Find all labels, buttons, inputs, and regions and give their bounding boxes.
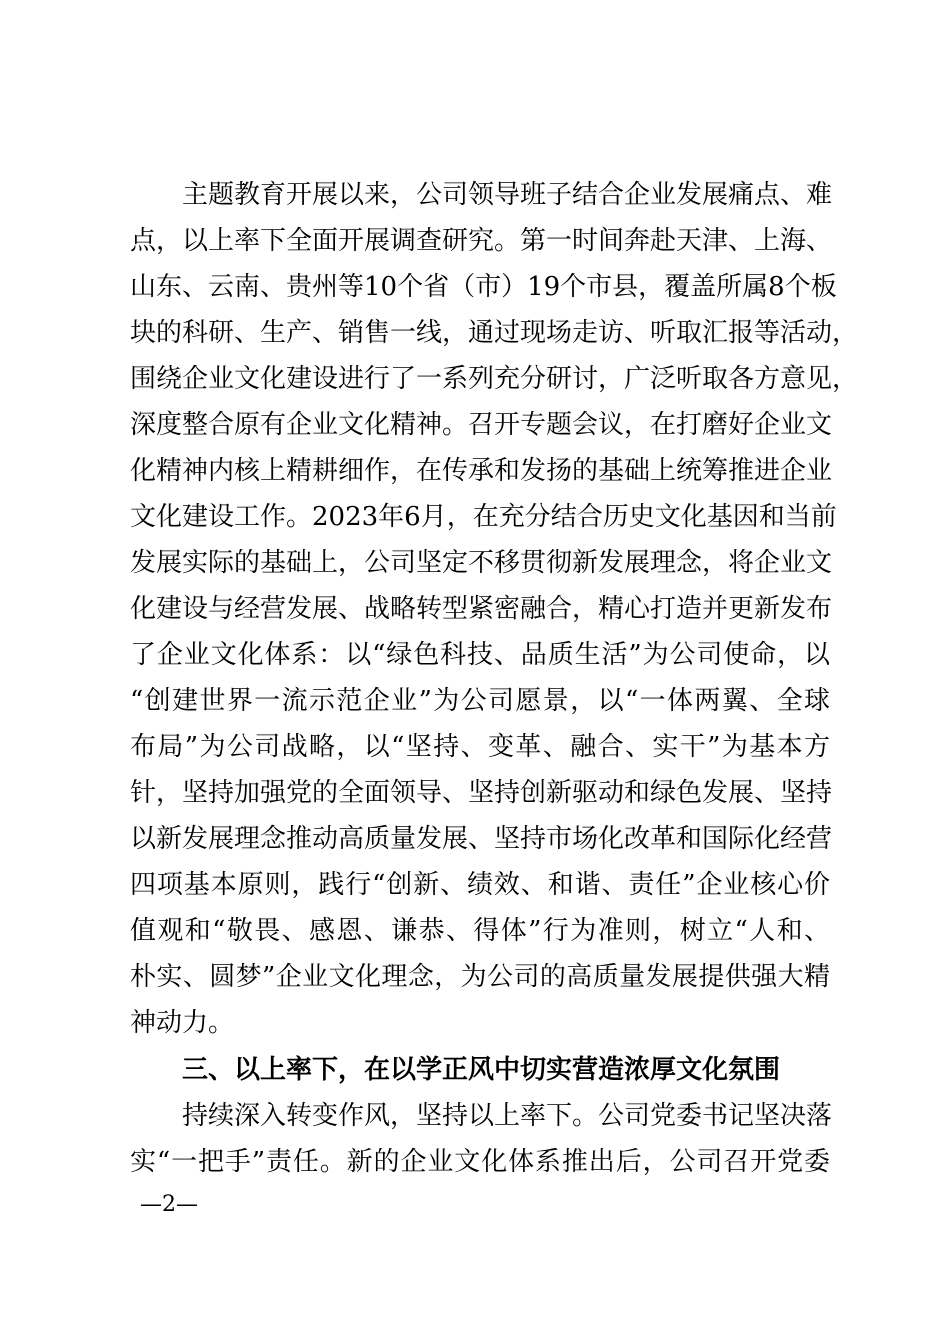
body-text-line: 神动力。 — [130, 1008, 235, 1038]
body-text-line: 围绕企业文化建设进行了一系列充分研讨，广泛听取各方意见， — [130, 364, 859, 394]
body-text-line: 山东、云南、贵州等10个省（市）19个市县，覆盖所属8个板 — [130, 272, 837, 302]
body-text-line: 值观和“敬畏、感恩、谦恭、得体”行为准则，树立“人和、 — [130, 916, 830, 946]
body-text-line: 布局”为公司战略，以“坚持、变革、融合、实干”为基本方 — [130, 732, 830, 762]
body-text-line: 实“一把手”责任。新的企业文化体系推出后，公司召开党委 — [130, 1147, 830, 1177]
body-text-line: 四项基本原则，践行“创新、绩效、和谐、责任”企业核心价 — [130, 870, 830, 900]
body-text-line: 深度整合原有企业文化精神。召开专题会议，在打磨好企业文 — [130, 410, 833, 440]
page-number: —2— — [140, 1192, 198, 1217]
body-text-line: 主题教育开展以来，公司领导班子结合企业发展痛点、难 — [182, 180, 833, 210]
section-heading: 三、以上率下，在以学正风中切实营造浓厚文化氛围 — [182, 1055, 781, 1085]
body-text-line: 文化建设工作。2023年6月，在充分结合历史文化基因和当前 — [130, 502, 837, 532]
body-text-line: 化建设与经营发展、战略转型紧密融合，精心打造并更新发布 — [130, 594, 833, 624]
body-text-line: 朴实、圆梦”企业文化理念，为公司的高质量发展提供强大精 — [130, 962, 830, 992]
body-text-line: 块的科研、生产、销售一线，通过现场走访、听取汇报等活动， — [130, 318, 859, 348]
body-text-line: 化精神内核上精耕细作，在传承和发扬的基础上统筹推进企业 — [130, 456, 833, 486]
body-text-line: 持续深入转变作风，坚持以上率下。公司党委书记坚决落 — [182, 1101, 833, 1131]
body-text-line: 发展实际的基础上，公司坚定不移贯彻新发展理念，将企业文 — [130, 548, 833, 578]
body-text-line: “创建世界一流示范企业”为公司愿景，以“一体两翼、全球 — [130, 686, 830, 716]
body-text-line: 点，以上率下全面开展调查研究。第一时间奔赴天津、上海、 — [130, 226, 833, 256]
body-text-line: 以新发展理念推动高质量发展、坚持市场化改革和国际化经营 — [130, 824, 833, 854]
body-text-line: 了企业文化体系：以“绿色科技、品质生活”为公司使命，以 — [130, 640, 830, 670]
body-text-line: 针，坚持加强党的全面领导、坚持创新驱动和绿色发展、坚持 — [130, 778, 833, 808]
